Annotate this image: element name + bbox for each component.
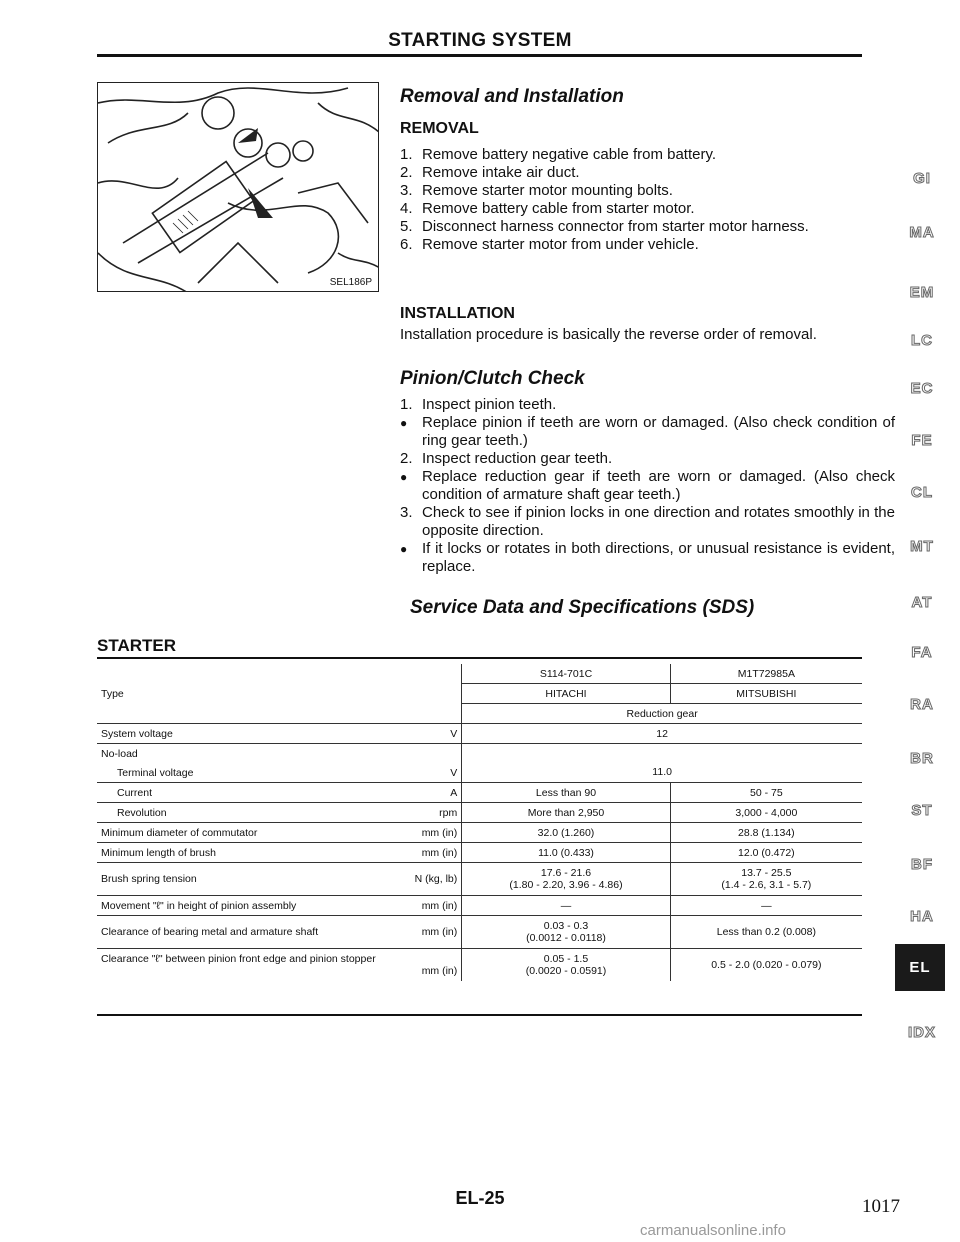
- brush-length-label: Minimum length of brush: [101, 846, 216, 859]
- commutator-value-1: 32.0 (1.260): [462, 823, 670, 843]
- table-row: [97, 843, 862, 863]
- bearing-label: Clearance of bearing metal and armature shaft: [101, 926, 319, 938]
- system-voltage-value: 12: [462, 724, 862, 744]
- removal-heading: REMOVAL: [400, 120, 479, 137]
- brush-length-value-1: 11.0 (0.433): [462, 843, 670, 863]
- system-voltage-label: System voltage: [101, 727, 173, 740]
- movement-value-1: —: [462, 896, 670, 916]
- tab-ha[interactable]: HA: [910, 908, 934, 925]
- current-value-1: Less than 90: [462, 783, 670, 803]
- system-voltage-unit: V: [450, 727, 458, 740]
- list-item: 2. Remove intake air duct.: [400, 164, 580, 181]
- tab-st[interactable]: ST: [911, 802, 933, 819]
- list-item: 5. Disconnect harness connector from starter motor harness.: [400, 218, 809, 235]
- movement-value-2: —: [670, 896, 862, 916]
- tab-cl[interactable]: CL: [911, 484, 933, 501]
- brush-tension-unit: N (kg, lb): [414, 873, 458, 885]
- list-item: 6. Remove starter motor from under vehicle.: [400, 236, 699, 253]
- table-row: [97, 823, 862, 843]
- list-item: 4. Remove battery cable from starter motor.: [400, 200, 695, 217]
- starter-title: STARTER: [97, 636, 177, 655]
- table-row: [97, 664, 862, 684]
- list-item: 2. Inspect reduction gear teeth.: [400, 450, 613, 467]
- brush-length-value-2: 12.0 (0.472): [670, 843, 862, 863]
- stopper-unit: mm (in): [421, 965, 458, 977]
- tab-ec[interactable]: EC: [910, 380, 934, 397]
- page-number: 1017: [862, 1196, 900, 1217]
- revolution-value-2: 3,000 - 4,000: [670, 803, 862, 823]
- gear-type: Reduction gear: [462, 704, 862, 724]
- starter-figure: [97, 82, 379, 292]
- removal-installation-heading: Removal and Installation: [400, 86, 624, 107]
- commutator-unit: mm (in): [421, 826, 458, 839]
- table-end-rule: [97, 1014, 862, 1016]
- list-item: ● Replace pinion if teeth are worn or damaged. (Also check condition of ring gear teeth.): [400, 414, 895, 449]
- table-row: [97, 896, 862, 916]
- no-load-label: No-load: [97, 744, 462, 764]
- commutator-label: Minimum diameter of commutator: [101, 826, 258, 839]
- tab-br[interactable]: BR: [910, 750, 934, 767]
- tab-em[interactable]: EM: [909, 284, 935, 301]
- bearing-value-2: Less than 0.2 (0.008): [670, 916, 862, 949]
- terminal-voltage-value: 11.0: [462, 744, 862, 783]
- brush-tension-value-1b: (1.80 - 2.20, 3.96 - 4.86): [509, 879, 623, 891]
- watermark: carmanualsonline.info: [640, 1222, 786, 1239]
- bearing-unit: mm (in): [421, 926, 458, 938]
- brush-length-unit: mm (in): [421, 846, 458, 859]
- brush-tension-value-2a: 13.7 - 25.5: [741, 867, 792, 879]
- list-item: ● Replace reduction gear if teeth are worn or damaged. (Also check condition of armature shaft gear teeth.): [400, 468, 895, 503]
- page-code: EL-25: [455, 1188, 505, 1208]
- removal-steps: [400, 146, 895, 254]
- list-item: 1. Remove battery negative cable from battery.: [400, 146, 717, 163]
- page-title: STARTING SYSTEM: [388, 30, 572, 51]
- installation-heading: INSTALLATION: [400, 305, 515, 322]
- header-rule: [97, 54, 862, 57]
- tab-mt[interactable]: MT: [910, 538, 934, 555]
- terminal-voltage-unit: V: [450, 766, 458, 779]
- brush-tension-value-1a: 17.6 - 21.6: [540, 867, 592, 879]
- current-value-2: 50 - 75: [670, 783, 862, 803]
- tab-el[interactable]: EL: [895, 944, 945, 991]
- stopper-label: Clearance "ℓ" between pinion front edge and pinion stopper: [101, 953, 376, 965]
- stopper-value-2: 0.5 - 2.0 (0.020 - 0.079): [670, 949, 862, 982]
- table-row: [97, 724, 862, 744]
- sds-heading: Service Data and Specifications (SDS): [410, 597, 755, 618]
- brush-tension-value-2b: (1.4 - 2.6, 3.1 - 5.7): [721, 879, 812, 891]
- tab-bf[interactable]: BF: [911, 856, 933, 873]
- table-row: [97, 916, 862, 949]
- pinion-check-list: [400, 396, 895, 576]
- table-row: [97, 783, 862, 803]
- starter-rule: [97, 657, 862, 659]
- table-row: [97, 863, 862, 896]
- revolution-unit: rpm: [439, 806, 458, 819]
- brush-tension-label: Brush spring tension: [101, 873, 197, 885]
- list-item: 1. Inspect pinion teeth.: [400, 396, 557, 413]
- tab-lc[interactable]: LC: [911, 332, 933, 349]
- revolution-value-1: More than 2,950: [462, 803, 670, 823]
- pinion-check-heading: Pinion/Clutch Check: [400, 368, 585, 389]
- maker-1: HITACHI: [462, 684, 670, 704]
- stopper-value-1b: (0.0020 - 0.0591): [525, 965, 607, 977]
- tab-fa[interactable]: FA: [911, 644, 933, 661]
- starter-spec-table: [97, 664, 862, 981]
- maker-2: MITSUBISHI: [670, 684, 862, 704]
- table-row: [97, 803, 862, 823]
- commutator-value-2: 28.8 (1.134): [670, 823, 862, 843]
- model-2: M1T72985A: [737, 667, 795, 680]
- current-unit: A: [450, 786, 458, 799]
- table-row: [97, 949, 862, 982]
- figure-label: SEL186P: [329, 277, 372, 288]
- list-item: 3. Remove starter motor mounting bolts.: [400, 182, 673, 199]
- type-label: Type: [101, 687, 124, 700]
- installation-text: Installation procedure is basically the reverse order of removal.: [400, 326, 817, 343]
- tab-idx[interactable]: IDX: [907, 1024, 936, 1041]
- starter-motor-illustration: [98, 83, 379, 292]
- tab-gi[interactable]: GI: [913, 170, 931, 187]
- stopper-value-1a: 0.05 - 1.5: [543, 953, 589, 965]
- tab-ra[interactable]: RA: [910, 696, 934, 713]
- movement-label: Movement "ℓ" in height of pinion assembly: [101, 899, 297, 912]
- list-item: ● If it locks or rotates in both directions, or unusual resistance is evident, replace.: [400, 540, 895, 575]
- table-row: [97, 744, 862, 764]
- tab-fe[interactable]: FE: [911, 432, 933, 449]
- model-1: S114-701C: [462, 664, 670, 684]
- revolution-label: Revolution: [117, 806, 167, 819]
- movement-unit: mm (in): [421, 899, 458, 912]
- tab-ma[interactable]: MA: [909, 224, 935, 241]
- bearing-value-1b: (0.0012 - 0.0118): [526, 932, 606, 944]
- list-item: 3. Check to see if pinion locks in one direction and rotates smoothly in the opposite direction.: [400, 504, 895, 539]
- bearing-value-1a: 0.03 - 0.3: [543, 920, 589, 932]
- current-label: Current: [117, 786, 153, 799]
- tab-at[interactable]: AT: [911, 594, 933, 611]
- terminal-voltage-label: Terminal voltage: [117, 766, 194, 779]
